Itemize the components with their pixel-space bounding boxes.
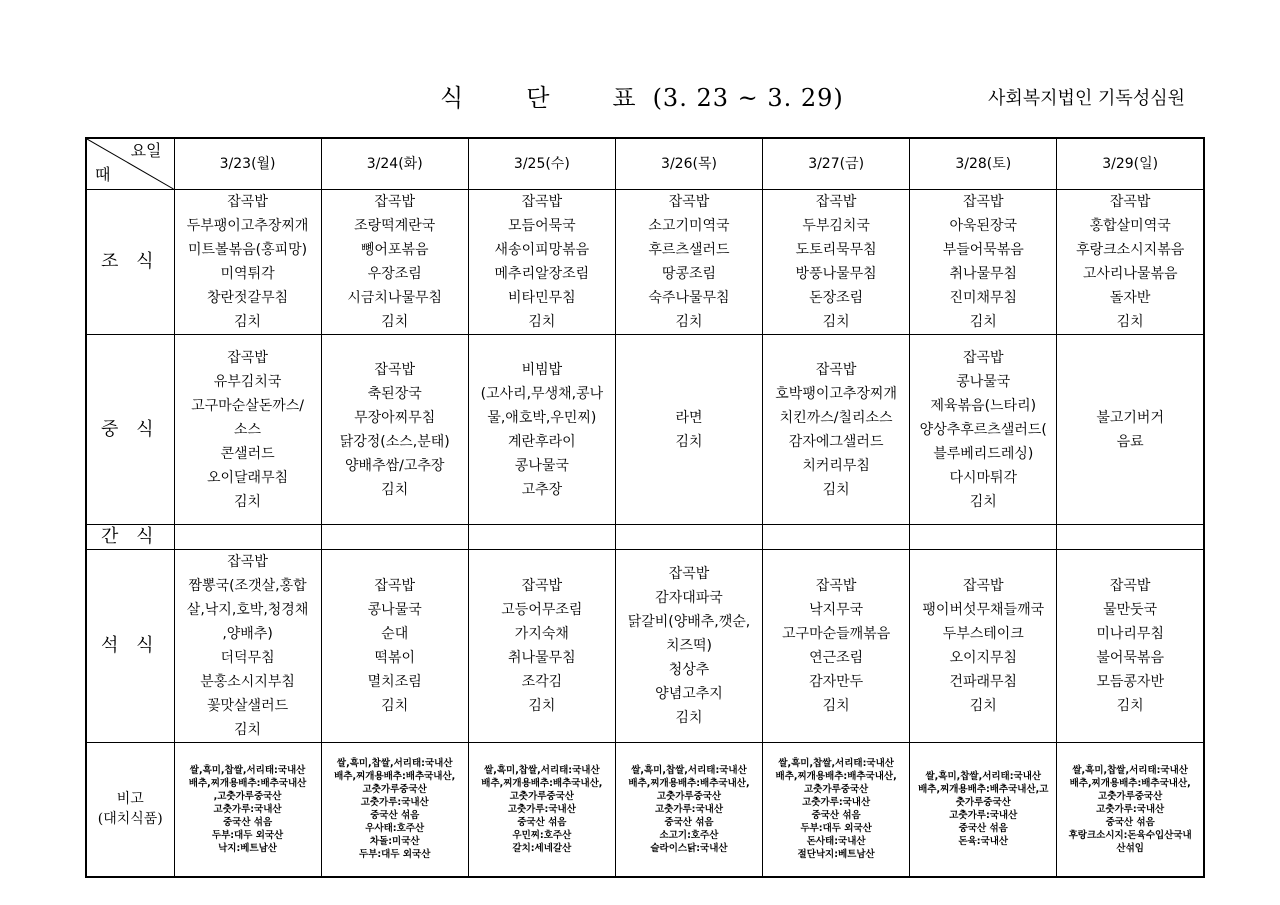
menu-item: 메추리알장조림	[494, 266, 590, 282]
meal-plan-table	[85, 137, 1205, 878]
menu-item: 잡곡밥	[962, 349, 1004, 366]
title-char-1: 식	[440, 84, 465, 112]
menu-item: 김치	[1116, 698, 1144, 714]
menu-item: 고추장	[521, 481, 563, 498]
menu-item: 김치	[381, 481, 409, 498]
menu-item: 제육볶음(느타리)	[930, 397, 1037, 414]
menu-item: 감자만두	[809, 674, 864, 690]
menu-item: 미나리무침	[1096, 626, 1164, 642]
note-line: 소고기:호주산	[659, 829, 719, 841]
meal-label: 석 식	[86, 550, 174, 743]
menu-cell	[321, 525, 468, 550]
note-line: 절단낙지:베트남산	[797, 849, 875, 861]
menu-item: 김치	[1116, 314, 1144, 330]
day-header: 3/28(토)	[910, 138, 1057, 190]
menu-item: 김치	[381, 698, 409, 714]
menu-item: 미역튀각	[220, 266, 275, 282]
note-line: 중국산 섞음	[222, 816, 273, 828]
note-line: 고춧가루:국내산	[654, 803, 724, 815]
menu-cell	[615, 525, 762, 550]
note-line: 고춧가루:국내산	[507, 803, 576, 815]
menu-item: 시금치나물무침	[347, 290, 443, 306]
note-label-line: 비고	[116, 791, 144, 808]
note-line: 고춧가루:국내산	[213, 803, 282, 815]
corner-cell	[86, 138, 174, 190]
menu-item: 김치	[675, 433, 703, 450]
menu-item: 김치	[969, 698, 997, 714]
note-line: 쌀,흑미,찹쌀,서리태:국내산	[484, 764, 600, 776]
menu-item: 김치	[528, 698, 556, 714]
note-cell	[910, 743, 1057, 877]
menu-item: 김치	[675, 710, 703, 726]
menu-item: 후랑크소시지볶음	[1076, 242, 1185, 258]
menu-item: 치커리무침	[802, 457, 870, 474]
note-line: 두부:대두 외국산	[359, 849, 431, 861]
note-line: 고춧가루중국산	[509, 790, 574, 802]
title-date-range: (3. 23 ~ 3. 29)	[652, 84, 844, 112]
menu-item: 잡곡밥	[374, 361, 415, 378]
menu-item: 잡곡밥	[521, 194, 563, 210]
note-line: 돈육:국내산	[958, 836, 1009, 848]
menu-cell	[763, 190, 910, 335]
menu-item: 잡곡밥	[1109, 578, 1151, 594]
note-cell	[321, 743, 468, 877]
note-line: 중국산 섞음	[958, 823, 1008, 835]
menu-item: 콩나물국	[367, 602, 422, 618]
menu-item: 모듬콩자반	[1096, 674, 1164, 690]
note-line: 중국산 섞음	[517, 816, 567, 828]
menu-item: 감자에그샐러드	[788, 433, 884, 450]
note-line: 쌀,흑미,찹쌀,서리태:국내산	[631, 764, 747, 776]
day-header: 3/29(일)	[1057, 138, 1204, 190]
menu-item: 진미채무침	[949, 290, 1018, 306]
note-line: 우사태:호주산	[365, 823, 425, 835]
note-row	[86, 743, 1204, 877]
menu-item: 두부스테이크	[942, 626, 1024, 642]
note-cell	[174, 743, 321, 877]
menu-cell	[174, 190, 321, 335]
note-line: ,고춧가루중국산	[213, 790, 282, 802]
menu-item: 새송이피망볶음	[494, 242, 590, 258]
menu-cell	[468, 335, 615, 525]
menu-item: 홍합살미역국	[1089, 218, 1171, 234]
note-line: 고춧가루:국내산	[1096, 803, 1165, 815]
menu-item: 김치	[234, 722, 262, 738]
menu-item: 콩나물국	[956, 373, 1011, 390]
menu-item: 치킨까스/칠리소스	[779, 409, 893, 426]
menu-cell	[321, 190, 468, 335]
menu-item: 분홍소시지부침	[200, 674, 295, 690]
menu-item: 도토리묵무침	[795, 242, 877, 258]
menu-item: 김치	[234, 314, 262, 330]
menu-item: 살,낙지,호박,청경채	[186, 602, 309, 618]
menu-cell	[1057, 190, 1204, 335]
menu-item: 떡볶이	[374, 650, 415, 666]
menu-item: 미트볼볶음(홍피망)	[188, 242, 308, 258]
corner-meal-label: 때	[95, 165, 111, 184]
note-line: 중국산 섞음	[370, 810, 420, 822]
note-line: 갈치:세네갈산	[512, 842, 572, 854]
menu-cell	[1057, 550, 1204, 743]
note-line: 고춧가루:국내산	[802, 797, 871, 809]
note-line: 고춧가루중국산	[362, 784, 427, 796]
note-line: 쌀,흑미,찹쌀,서리태:국내산	[925, 771, 1042, 783]
menu-item: 닭갈비(양배추,깻순,	[627, 614, 751, 630]
menu-item: 유부김치국	[213, 373, 282, 390]
menu-item: 콩나물국	[514, 457, 569, 474]
menu-item: 잡곡밥	[1109, 194, 1151, 210]
menu-item: 방풍나물무침	[795, 266, 877, 282]
menu-item: 더덕무침	[220, 650, 275, 666]
menu-item: 김치	[822, 481, 850, 498]
menu-item: 아욱된장국	[949, 218, 1018, 234]
menu-cell	[615, 190, 762, 335]
note-line: 고춧가루:국내산	[360, 797, 429, 809]
menu-item: 양배추쌈/고추장	[345, 457, 445, 474]
menu-item: 김치	[822, 314, 850, 330]
menu-item: 건파래무침	[949, 674, 1018, 690]
menu-item: 콘샐러드	[220, 445, 275, 462]
day-header: 3/27(금)	[763, 138, 910, 190]
menu-item: 낙지무국	[809, 602, 864, 618]
menu-item: 잡곡밥	[815, 578, 857, 594]
note-line: 산섞임	[1116, 842, 1144, 854]
menu-item: 잡곡밥	[227, 554, 268, 570]
menu-item: 잡곡밥	[374, 194, 415, 210]
menu-item: 두부팽이고추장찌개	[186, 218, 309, 234]
note-line: 우민찌:호주산	[512, 829, 572, 841]
menu-item: 청상추	[668, 662, 710, 678]
menu-item: 음료	[1116, 433, 1144, 450]
note-line: 고춧가루중국산	[1098, 790, 1163, 802]
meal-label: 중 식	[86, 335, 174, 525]
menu-item: 멸치조림	[367, 674, 422, 690]
note-line: 쌀,흑미,찹쌀,서리태:국내산	[336, 758, 453, 770]
menu-item: 잡곡밥	[227, 349, 268, 366]
note-line: 배추,찌개용배추:배추국내산,	[628, 777, 750, 789]
snack-row	[86, 525, 1204, 550]
menu-item: 돌자반	[1109, 290, 1151, 306]
page-title	[440, 78, 844, 113]
menu-cell	[1057, 525, 1204, 550]
menu-item: 축된장국	[367, 385, 422, 402]
menu-cell	[910, 525, 1057, 550]
menu-cell	[615, 335, 762, 525]
note-line: 중국산 섞음	[1105, 816, 1155, 828]
menu-cell	[174, 525, 321, 550]
menu-item: 다시마튀각	[949, 469, 1018, 486]
day-header: 3/25(수)	[468, 138, 615, 190]
note-line: 고춧가루:국내산	[949, 810, 1018, 822]
title-char-2: 단	[526, 84, 551, 112]
note-line: 고춧가루중국산	[804, 784, 869, 796]
note-line: 배추,찌개용배추:배추국내산,	[775, 771, 897, 783]
menu-cell	[174, 335, 321, 525]
menu-cell	[468, 550, 615, 743]
note-line: 후랑크소시지:돈육수입산국내	[1068, 829, 1192, 841]
menu-cell	[321, 550, 468, 743]
menu-item: 고사리나물볶음	[1082, 266, 1178, 282]
meal-label: 조 식	[86, 190, 174, 335]
note-line: 슬라이스닭:국내산	[650, 842, 728, 854]
dinner-row	[86, 550, 1204, 743]
menu-item: 닭강정(소스,분태)	[339, 433, 450, 450]
day-header: 3/23(월)	[174, 138, 321, 190]
menu-item: 물만둣국	[1103, 602, 1158, 618]
menu-cell	[910, 550, 1057, 743]
note-line: 춧가루중국산	[955, 797, 1011, 809]
menu-item: 고구마순살돈까스/	[191, 397, 305, 414]
menu-item: 오이달래무침	[206, 469, 289, 486]
menu-item: 김치	[675, 314, 703, 330]
menu-item: 조각김	[521, 674, 563, 690]
menu-item: 잡곡밥	[521, 578, 563, 594]
menu-item: 감자대파국	[655, 590, 723, 606]
menu-item: 블루베리드레싱)	[933, 445, 1034, 462]
menu-cell	[910, 335, 1057, 525]
note-line: 돈사태:국내산	[806, 836, 866, 848]
menu-item: 불고기버거	[1096, 409, 1164, 426]
header-row	[86, 138, 1204, 190]
menu-item: 두부김치국	[802, 218, 870, 234]
menu-item: 잡곡밥	[962, 194, 1004, 210]
note-label-line: (대치식품)	[97, 811, 163, 828]
menu-item: 김치	[528, 314, 556, 330]
menu-item: 꽃맛살샐러드	[206, 698, 289, 714]
menu-item: 돈장조림	[809, 290, 864, 306]
menu-item: 조랑떡계란국	[354, 218, 436, 234]
menu-item: 취나물무침	[949, 266, 1018, 282]
menu-item: 숙주나물무침	[648, 290, 730, 306]
day-header: 3/26(목)	[615, 138, 762, 190]
menu-item: 양상추후르츠샐러드(	[919, 421, 1047, 438]
menu-item: 가지숙채	[514, 626, 569, 642]
menu-item: 잡곡밥	[815, 361, 857, 378]
day-header: 3/24(화)	[321, 138, 468, 190]
menu-item: 호박팽이고추장찌개	[775, 385, 897, 402]
menu-item: 김치	[822, 698, 850, 714]
menu-item: 김치	[234, 493, 262, 510]
corner-day-label: 요일	[130, 141, 162, 160]
note-line: 배추,찌개용배추:배추국내산,	[481, 777, 603, 789]
menu-item: 잡곡밥	[668, 566, 710, 582]
title-char-3: 표	[612, 84, 637, 112]
menu-item: 비빔밥	[521, 361, 563, 378]
menu-item: 불어묵볶음	[1096, 650, 1164, 666]
menu-item: 김치	[969, 314, 997, 330]
menu-item: 잡곡밥	[815, 194, 857, 210]
menu-item: 잡곡밥	[374, 578, 415, 594]
lunch-row	[86, 335, 1204, 525]
menu-item: 고등어무조림	[501, 602, 583, 618]
note-line: 차돌:미국산	[369, 836, 420, 848]
menu-item: 연근조림	[809, 650, 864, 666]
menu-cell	[763, 335, 910, 525]
menu-item: 김치	[381, 314, 409, 330]
note-line: 중국산 섞음	[811, 810, 861, 822]
menu-cell	[321, 335, 468, 525]
note-line: 배추,찌개용배추:배추국내산,	[334, 771, 456, 783]
menu-cell	[174, 550, 321, 743]
menu-item: 비타민무침	[508, 290, 576, 306]
note-line: 두부:대두 외국산	[800, 823, 872, 835]
menu-item: 김치	[969, 493, 997, 510]
note-cell	[468, 743, 615, 877]
note-cell	[1057, 743, 1204, 877]
menu-item: ,양배추)	[222, 626, 273, 642]
menu-item: 계란후라이	[508, 433, 576, 450]
menu-item: 창란젓갈무침	[206, 290, 289, 306]
menu-item: 고구마순들깨볶음	[782, 626, 891, 642]
menu-item: 오이지무침	[949, 650, 1018, 666]
menu-item: 소고기미역국	[648, 218, 730, 234]
note-line: 배추,찌개용배추:배추국내산,	[1069, 777, 1191, 789]
menu-item: 잡곡밥	[962, 578, 1004, 594]
menu-item: 잡곡밥	[668, 194, 710, 210]
menu-item: 무장아찌무침	[354, 409, 436, 426]
menu-item: 부들어묵볶음	[942, 242, 1024, 258]
note-line: 배추,찌개용배추:배추국내산,고	[918, 784, 1049, 796]
menu-item: 팽이버섯무채들깨국	[922, 602, 1045, 618]
menu-item: 물,애호박,우민찌)	[487, 409, 597, 426]
menu-item: 잡곡밥	[227, 194, 268, 210]
menu-item: 취나물무침	[508, 650, 576, 666]
menu-cell	[615, 550, 762, 743]
note-line: 낙지:베트남산	[218, 842, 277, 854]
note-line: 쌀,흑미,찹쌀,서리태:국내산	[1072, 764, 1188, 776]
note-cell	[615, 743, 762, 877]
note-label	[86, 743, 174, 877]
note-cell	[763, 743, 910, 877]
note-line: 배추,찌개용배추:배추국내산	[188, 777, 307, 789]
menu-cell	[468, 525, 615, 550]
organization-name: 사회복지법인 기독성심원	[988, 88, 1185, 109]
menu-item: 라면	[675, 409, 703, 426]
menu-item: 후르츠샐러드	[648, 242, 730, 258]
menu-item: 우장조림	[367, 266, 422, 282]
menu-item: 치즈떡)	[665, 638, 713, 654]
menu-item: 순대	[381, 626, 409, 642]
note-line: 쌀,흑미,찹쌀,서리태:국내산	[778, 758, 894, 770]
menu-item: 짬뽕국(조갯살,홍합	[188, 578, 307, 594]
menu-cell	[910, 190, 1057, 335]
note-line: 두부:대두 외국산	[211, 829, 284, 841]
menu-cell	[468, 190, 615, 335]
menu-item: 소스	[234, 421, 262, 438]
note-line: 중국산 섞음	[664, 816, 714, 828]
meal-label: 간 식	[86, 525, 174, 550]
menu-item: 모듬어묵국	[508, 218, 576, 234]
menu-item: 뼹어포볶음	[360, 242, 429, 258]
menu-item: 양념고추지	[655, 686, 723, 702]
note-line: 쌀,흑미,찹쌀,서리태:국내산	[189, 764, 306, 776]
menu-item: (고사리,무생채,콩나	[480, 385, 604, 402]
menu-item: 땅콩조림	[661, 266, 717, 282]
menu-cell	[763, 550, 910, 743]
note-line: 고춧가루중국산	[656, 790, 722, 802]
breakfast-row	[86, 190, 1204, 335]
menu-cell	[1057, 335, 1204, 525]
menu-cell	[763, 525, 910, 550]
